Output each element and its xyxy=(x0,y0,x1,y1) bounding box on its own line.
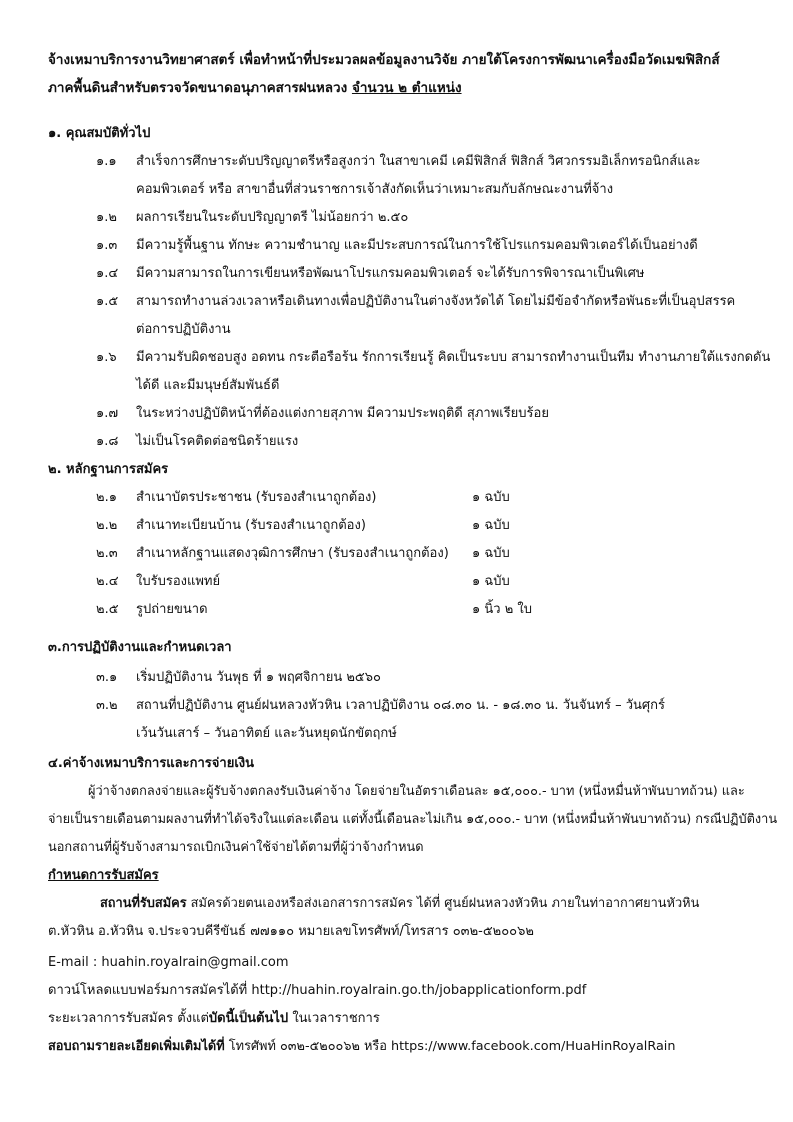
document-qty: ๑ ฉบับ xyxy=(472,546,510,561)
list-item-continued: ได้ดี และมีมนุษย์สัมพันธ์ดี xyxy=(136,378,280,393)
apply-title: กำหนดการรับสมัคร xyxy=(48,868,159,883)
list-item: ๓.๑ เริ่มปฏิบัติงาน วันพุธ ที่ ๑ พฤศจิกายน ๒๕๖๐ xyxy=(96,670,381,685)
document-row: ๒.๔ ใบรับรองแพทย์ xyxy=(96,574,221,589)
list-item: ๑.๘ ไม่เป็นโรคติดต่อชนิดร้ายแรง xyxy=(96,434,299,449)
paragraph-line: นอกสถานที่ผู้รับจ้างสามารถเบิกเงินค่าใช้จ่ายได้ตามที่ผู้ว่าจ้างกำหนด xyxy=(48,840,424,855)
document-row: ๒.๒ สำเนาทะเบียนบ้าน (รับรองสำเนาถูกต้อง) xyxy=(96,518,366,533)
section4-title: ๔.ค่าจ้างเหมาบริการและการจ่ายเงิน xyxy=(48,756,255,771)
list-item-continued: ต่อการปฏิบัติงาน xyxy=(136,322,231,337)
document-row: ๒.๕ รูปถ่ายขนาด xyxy=(96,602,208,617)
header-line-1: จ้างเหมาบริการงานวิทยาศาสตร์ เพื่อทำหน้าที่ประมวลผลข้อมูลงานวิจัย ภายใต้โครงการพัฒนาเครื่องมือวัดเมฆฟิสิกส์ xyxy=(48,52,720,68)
document-qty: ๑ นิ้ว ๒ ใบ xyxy=(472,602,533,617)
apply-address: ต.หัวหิน อ.หัวหิน จ.ประจวบคีรีขันธ์ ๗๗๑๑๐ หมายเลขโทรศัพท์/โทรสาร ๐๓๒-๕๒๐๐๖๒ xyxy=(48,924,534,939)
list-item: ๑.๒ ผลการเรียนในระดับปริญญาตรี ไม่น้อยกว่า ๒.๕๐ xyxy=(96,210,409,225)
list-item: ๑.๓ มีความรู้พื้นฐาน ทักษะ ความชำนาญ และมีประสบการณ์ในการใช้โปรแกรมคอมพิวเตอร์ได้เป็นอย่างดี xyxy=(96,238,698,253)
document-row: ๒.๓ สำเนาหลักฐานแสดงวุฒิการศึกษา (รับรองสำเนาถูกต้อง) xyxy=(96,546,449,561)
list-item: ๑.๔ มีความสามารถในการเขียนหรือพัฒนาโปรแกรมคอมพิวเตอร์ จะได้รับการพิจารณาเป็นพิเศษ xyxy=(96,266,645,281)
document-row: ๒.๑ สำเนาบัตรประชาชน (รับรองสำเนาถูกต้อง) xyxy=(96,490,377,505)
header-positions: จำนวน ๒ ตำแหน่ง xyxy=(351,80,462,96)
apply-place: สถานที่รับสมัคร สมัครด้วยตนเองหรือส่งเอกสารการสมัคร ได้ที่ ศูนย์ฝนหลวงหัวหิน ภายในท่าอากาศยานหัวหิน xyxy=(100,896,700,911)
list-item: ๑.๗ ในระหว่างปฏิบัติหน้าที่ต้องแต่งกายสุภาพ มีความประพฤติดี สุภาพเรียบร้อย xyxy=(96,406,549,421)
section2-title: ๒. หลักฐานการสมัคร xyxy=(48,462,169,477)
section1-title: ๑. คุณสมบัติทั่วไป xyxy=(48,126,151,141)
list-item-continued: คอมพิวเตอร์ หรือ สาขาอื่นที่ส่วนราชการเจ้าสังกัดเห็นว่าเหมาะสมกับลักษณะงานที่จ้าง xyxy=(136,182,614,197)
document-qty: ๑ ฉบับ xyxy=(472,574,510,589)
apply-contact[interactable]: สอบถามรายละเอียดเพิ่มเติมได้ที่ โทรศัพท์ ๐๓๒-๕๒๐๐๖๒ หรือ https://www.facebook.com/HuaHinRoyalRain xyxy=(48,1039,676,1054)
header-line-2 xyxy=(48,78,462,98)
list-item: ๑.๑ สำเร็จการศึกษาระดับปริญญาตรีหรือสูงกว่า ในสาขาเคมี เคมีฟิสิกส์ ฟิสิกส์ วิศวกรรมอิเล็กทรอนิกส์และ xyxy=(96,154,701,169)
document-qty: ๑ ฉบับ xyxy=(472,518,510,533)
apply-download-link[interactable]: ดาวน์โหลดแบบฟอร์มการสมัครได้ที่ http://huahin.royalrain.go.th/jobapplicationform.pdf xyxy=(48,983,587,998)
paragraph-line: จ่ายเป็นรายเดือนตามผลงานที่ทำได้จริงในแต่ละเดือน แต่ทั้งนี้เดือนละไม่เกิน ๑๕,๐๐๐.- บาท (หนึ่งหมื่นห้าพันบาทถ้วน) กรณีปฏิบัติงาน xyxy=(48,812,778,827)
paragraph-line: ผู้ว่าจ้างตกลงจ่ายและผู้รับจ้างตกลงรับเงินค่าจ้าง โดยจ่ายในอัตราเดือนละ ๑๕,๐๐๐.- บาท (หนึ่งหมื่นห้าพันบาทถ้วน) และ xyxy=(88,784,745,799)
list-item-continued: เว้นวันเสาร์ – วันอาทิตย์ และวันหยุดนักขัตฤกษ์ xyxy=(136,726,397,741)
list-item: ๑.๖ มีความรับผิดชอบสูง อดทน กระตือรือร้น รักการเรียนรู้ คิดเป็นระบบ สามารถทำงานเป็นทีม ทำงานภายใต้แรงกดดัน xyxy=(96,350,771,365)
list-item: ๑.๕ สามารถทำงานล่วงเวลาหรือเดินทางเพื่อปฏิบัติงานในต่างจังหวัดได้ โดยไม่มีข้อจำกัดหรือพันธะที่เป็นอุปสรรค xyxy=(96,294,736,309)
list-item: ๓.๒ สถานที่ปฏิบัติงาน ศูนย์ฝนหลวงหัวหิน เวลาปฏิบัติงาน ๐๘.๓๐ น. - ๑๘.๓๐ น. วันจันทร์ – วันศุกร์ xyxy=(96,698,665,713)
document-qty: ๑ ฉบับ xyxy=(472,490,510,505)
apply-period: ระยะเวลาการรับสมัคร ตั้งแต่บัดนี้เป็นต้นไป ในเวลาราชการ xyxy=(48,1011,380,1026)
header-subject: ภาคพื้นดินสำหรับตรวจวัดขนาดอนุภาคสารฝนหลวง xyxy=(48,80,352,96)
apply-email[interactable]: E-mail : huahin.royalrain@gmail.com xyxy=(48,955,289,970)
section3-title: ๓.การปฏิบัติงานและกำหนดเวลา xyxy=(48,640,232,655)
